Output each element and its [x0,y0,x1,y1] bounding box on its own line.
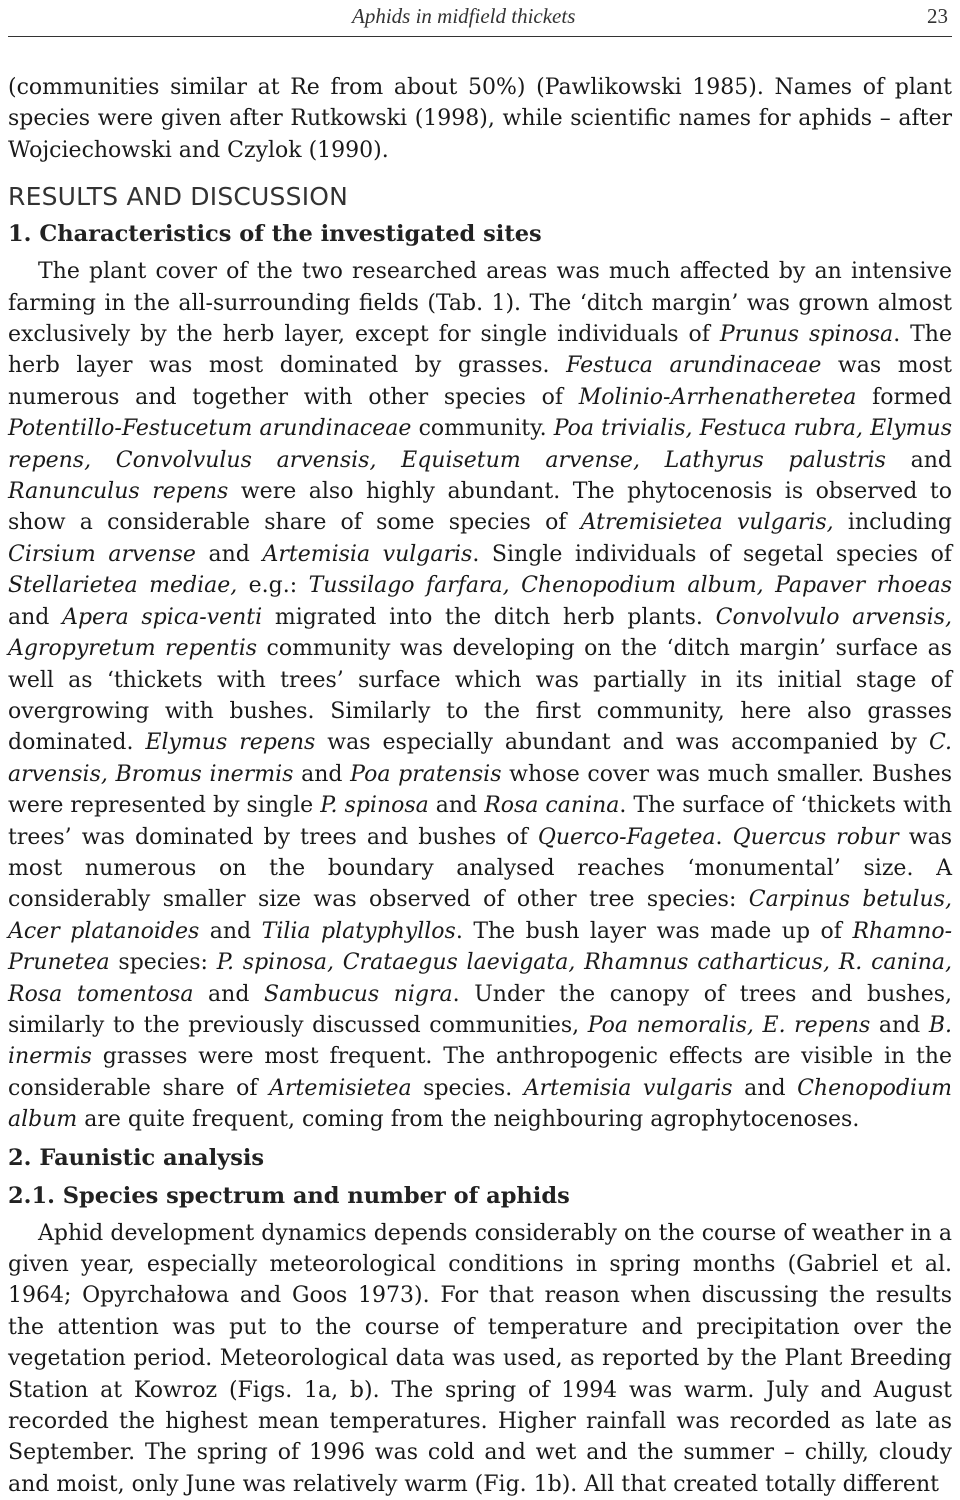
italic-term: Stellarietea mediae, [8,573,238,599]
text-run: . The herb layer was most dominated by grasses. [8,322,952,379]
italic-term: Atremisietea vulgaris, [580,510,834,536]
text-run: migrated into the ditch herb plants. [262,604,716,630]
text-run: including [833,510,952,536]
text-run: . Single individuals of segetal species of [472,541,953,567]
text-run: (communities similar at Re from about 50%) (Pawlikowski 1985). Names of plant species were given after Rutkowski (1998), while scientific names for aphids – after Wojciechowski and Czylok (1990). [8,75,952,163]
italic-term: Poa nemoralis, E. repens [587,1012,871,1038]
header-rule [8,36,952,37]
italic-term: Tussilago farfara, Chenopodium album, Papaver rhoeas [308,573,952,599]
italic-term: Artemisia vulgaris [262,541,473,567]
text-run: was most numerous and together with other species of [8,353,952,410]
text-run: and [293,761,351,787]
italic-term: Tilia platyphyllos [261,918,456,944]
running-head [8,4,952,32]
italic-term: Carpinus betulus, Acer platanoides [8,887,952,944]
italic-term: Artemisietea [269,1075,412,1101]
text-run: were also highly abundant. The phytocenosis is observed to show a considerable share of some species of [8,479,952,536]
text-run: . [715,824,733,850]
italic-term: Prunus spinosa [719,322,894,348]
italic-term: P. spinosa, Crataegus laevigata, Rhamnus catharticus, R. canina, Rosa tomentosa [8,950,952,1007]
subsection-heading-1: 1. Characteristics of the investigated sites [8,221,542,248]
italic-term: Potentillo-Festucetum arundinaceae [8,416,412,442]
paragraph-species-spectrum [8,1218,952,1500]
text-run: species. [411,1075,524,1101]
text-run: and [193,981,265,1007]
italic-term: Elymus repens [145,730,316,756]
text-run: grasses were most frequent. The anthropogenic effects are visible in the considerable share of [8,1044,952,1101]
italic-term: Rosa canina [484,793,620,819]
subsection-heading-2-1: 2.1. Species spectrum and number of aphids [8,1182,570,1209]
text-run: and [885,447,952,473]
italic-term: Convolvulo arvensis, Agropyretum repentis [8,604,952,662]
italic-term: Apera spica-venti [62,604,263,630]
text-run: . The surface of ‘thickets with trees’ was dominated by trees and bushes of [8,793,952,850]
article-body [8,72,952,1500]
text-run: are quite frequent, coming from the neighbouring agrophytocenoses. [77,1107,860,1133]
text-run: The plant cover of the two researched areas was much affected by an intensive farming in the all-surrounding fields (Tab. 1). The ‘ditch margin’ was grown almost exclusively by the herb layer, except for single individuals of [8,259,952,348]
page-number: 23 [927,4,948,28]
text-run: and [195,541,263,567]
paragraph-site-characteristics [8,256,952,1135]
italic-term: Artemisia vulgaris [523,1075,733,1101]
italic-term: Molinio-Arrhenatheretea [578,384,857,410]
text-run: . The bush layer was made up of [455,918,853,944]
italic-term: B. inermis [8,1012,953,1070]
running-head-title: Aphids in midfield thickets [352,4,576,28]
italic-term: Poa pratensis [350,761,502,787]
italic-term: Querco-Fagetea [537,824,716,850]
subsection-heading-2: 2. Faunistic analysis [8,1144,265,1171]
text-run: and [732,1075,798,1101]
text-run: and [428,793,485,819]
intro-paragraph [8,72,952,166]
italic-term: Rhamno-Prunetea [8,918,952,976]
text-run: . Under the canopy of trees and bushes, similarly to the previously discussed communities, [8,981,953,1038]
text-run: community. [411,416,554,442]
italic-term: C. arvensis, Bromus inermis [8,730,952,787]
italic-term: Sambucus nigra [264,981,453,1007]
section-heading: RESULTS AND DISCUSSION [8,182,349,212]
text-run: community was developing on the ‘ditch margin’ surface as well as ‘thickets with trees’ surface which was partially in its initial stage of overgrowing with bushes. Similarly to the first community, here also grasses dominated. [8,636,952,756]
text-run: e.g.: [237,573,309,599]
italic-term: Ranunculus repens [8,479,229,505]
italic-term: Festuca arundinaceae [566,353,822,379]
italic-term: Quercus robur [732,824,899,850]
italic-term: P. spinosa [320,793,429,819]
text-run: and [8,604,63,630]
text-run: was especially abundant and was accompanied by [315,730,929,756]
text-run: Aphid development dynamics depends considerably on the course of weather in a given year, especially meteorological conditions in spring months (Gabriel et al. 1964; Opyrchałowa and Goos 1973). For that reason when discussing the results the attention was put to the course of temperature and precipitation over the vegetation period. Meteorological data was used, as reported by the Plant Breeding Station at Kowroz (Figs. 1a, b). The spring of 1994 was warm. July and August recorded the highest mean temperatures. Higher rainfall was recorded as late as September. The spring of 1996 was cold and wet and the summer – chilly, cloudy and moist, only June was relatively warm (Fig. 1b). All that created totally different [8,1220,952,1497]
text-run: was most numerous on the boundary analysed reaches ‘monumental’ size. A considerably smaller size was observed of other tree species: [8,824,952,913]
text-run: and [199,918,262,944]
italic-term: Poa trivialis, Festuca rubra, Elymus repens, Convolvulus arvensis, Equisetum arvense, Lathyrus palustris [8,416,952,473]
text-run: species: [109,950,217,976]
text-run: and [870,1012,929,1038]
text-run: whose cover was much smaller. Bushes were represented by single [8,761,953,819]
italic-term: Cirsium arvense [8,541,196,567]
italic-term: Chenopodium album [8,1075,953,1133]
text-run: formed [856,384,952,410]
